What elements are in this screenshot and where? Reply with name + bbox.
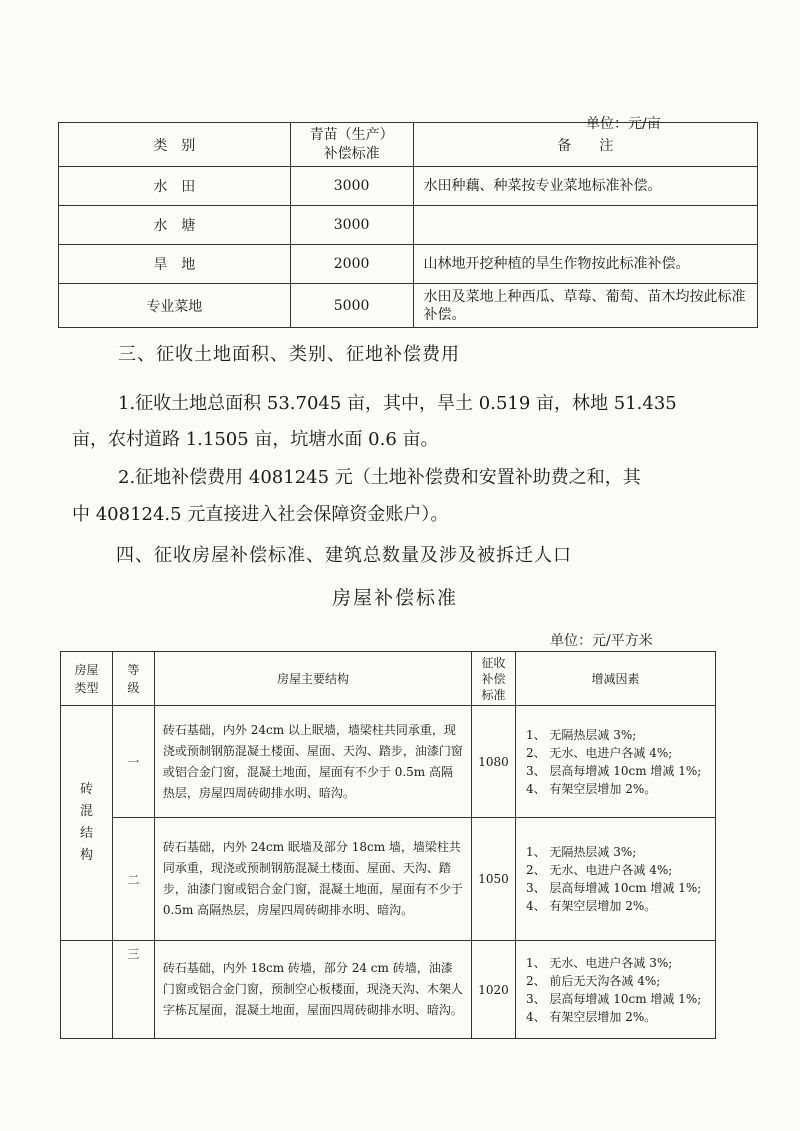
- header-factors: 增减因素: [515, 652, 715, 706]
- row-standard: 3000: [290, 206, 413, 245]
- factor-item: 4、 有架空层增加 2%。: [525, 1009, 657, 1024]
- row-grade: 一: [112, 706, 154, 818]
- factor-item: 3、 层高每增减 10cm 增减 1%;: [525, 763, 702, 778]
- factor-item: 1、 无隔热层减 3%;: [525, 845, 637, 859]
- row-factors: [515, 941, 715, 1039]
- house-type-cell-empty: [61, 941, 113, 1039]
- header-note: 备 注: [413, 123, 757, 167]
- house-compensation-table: [60, 651, 716, 1039]
- header-type: 房屋类型: [61, 652, 113, 706]
- table-row: [59, 206, 758, 245]
- row-category: 旱 地: [59, 245, 291, 284]
- table-row: [59, 167, 758, 206]
- row-category: 水 田: [59, 167, 291, 206]
- header-standard: 青苗（生产）补偿标准: [290, 123, 413, 167]
- factor-item: 2、 前后无天沟各减 4%;: [525, 973, 661, 988]
- house-type-cell: [61, 706, 113, 941]
- section4-heading: 四、征收房屋补偿标准、建筑总数量及涉及被拆迁人口: [116, 545, 572, 566]
- row-factors: [515, 706, 715, 818]
- table1-unit: 单位：元/亩: [586, 116, 661, 132]
- factor-item: 4、 有架空层增加 2%。: [525, 781, 657, 796]
- row-structure: 砖石基础，内外 24cm 眠墙及部分 18cm 墙，墙梁柱共同承重，现浇或预制钢筋混凝土楼面、屋面、天沟、踏步，油漆门窗或铝合金门窗，混凝土地面，屋面有不少于 0.5m 高隔热层，房屋四周砖砌排水明、暗沟。: [154, 818, 471, 941]
- factor-item: 1、 无水、电进户各减 3%;: [525, 955, 673, 970]
- section3-p1-line1: 1.征收土地总面积 53.7045 亩，其中，旱土 0.519 亩，林地 51.435: [118, 393, 677, 414]
- crop-compensation-table: [58, 122, 758, 328]
- header-category: 类 别: [59, 123, 291, 167]
- factor-item: 3、 层高每增减 10cm 增减 1%;: [525, 881, 702, 895]
- factor-item: 2、 无水、电进户各减 4%;: [525, 863, 673, 877]
- section3-heading: 三、征收土地面积、类别、征地补偿费用: [118, 344, 460, 365]
- row-standard: 3000: [290, 167, 413, 206]
- row-note: 水田及菜地上种西瓜、草莓、葡萄、苗木均按此标准补偿。: [413, 284, 757, 328]
- table-row: [59, 284, 758, 328]
- header-grade: 等级: [112, 652, 154, 706]
- row-note: [413, 206, 757, 245]
- row-standard: 1080: [472, 706, 516, 818]
- row-standard: 1020: [472, 941, 516, 1039]
- row-note: 水田种藕、种菜按专业菜地标准补偿。: [413, 167, 757, 206]
- section4-title: 房屋补偿标准: [332, 587, 459, 609]
- row-structure: 砖石基础，内外 18cm 砖墙，部分 24 cm 砖墙，油漆门窗或铝合金门窗，预制空心板楼面，现浇天沟、木架人字栋瓦屋面，混凝土地面，屋面四周砖砌排水明、暗沟。: [154, 941, 471, 1039]
- row-category: 水 塘: [59, 206, 291, 245]
- row-structure: 砖石基础，内外 24cm 以上眠墙，墙梁柱共同承重，现浇或预制钢筋混凝土楼面、屋面、天沟、踏步，油漆门窗或铝合金门窗，混凝土地面，屋面有不少于 0.5m 高隔热层，房屋四周砖砌排水明、暗沟。: [154, 706, 471, 818]
- table-row: [61, 818, 716, 941]
- row-category: 专业菜地: [59, 284, 291, 328]
- factor-item: 2、 无水、电进户各减 4%;: [525, 745, 673, 760]
- section3-p2-line1: 2.征地补偿费用 4081245 元（土地补偿费和安置补助费之和，其: [118, 467, 641, 488]
- table-row: [59, 245, 758, 284]
- factor-item: 4、 有架空层增加 2%。: [525, 899, 657, 913]
- section3-p1-line2: 亩，农村道路 1.1505 亩，坑塘水面 0.6 亩。: [72, 429, 439, 450]
- table-row: [61, 941, 716, 1039]
- row-grade: 三: [112, 941, 154, 1039]
- header-structure: 房屋主要结构: [154, 652, 471, 706]
- row-standard: 5000: [290, 284, 413, 328]
- header-standard: 征收补偿标准: [472, 652, 516, 706]
- section3-p2-line2: 中 408124.5 元直接进入社会保障资金账户）。: [72, 504, 449, 525]
- table-row: [61, 706, 716, 818]
- house-type-label: 砖混结构: [79, 782, 93, 863]
- table-header-row: [59, 123, 758, 167]
- table-header-row: [61, 652, 716, 706]
- row-factors: [515, 818, 715, 941]
- table2-unit: 单位：元/平方米: [550, 633, 653, 649]
- factor-item: 3、 层高每增减 10cm 增减 1%;: [525, 991, 702, 1006]
- row-standard: 2000: [290, 245, 413, 284]
- factor-item: 1、 无隔热层减 3%;: [525, 727, 637, 742]
- row-grade: 二: [112, 818, 154, 941]
- row-standard: 1050: [472, 818, 516, 941]
- row-note: 山林地开挖种植的旱生作物按此标准补偿。: [413, 245, 757, 284]
